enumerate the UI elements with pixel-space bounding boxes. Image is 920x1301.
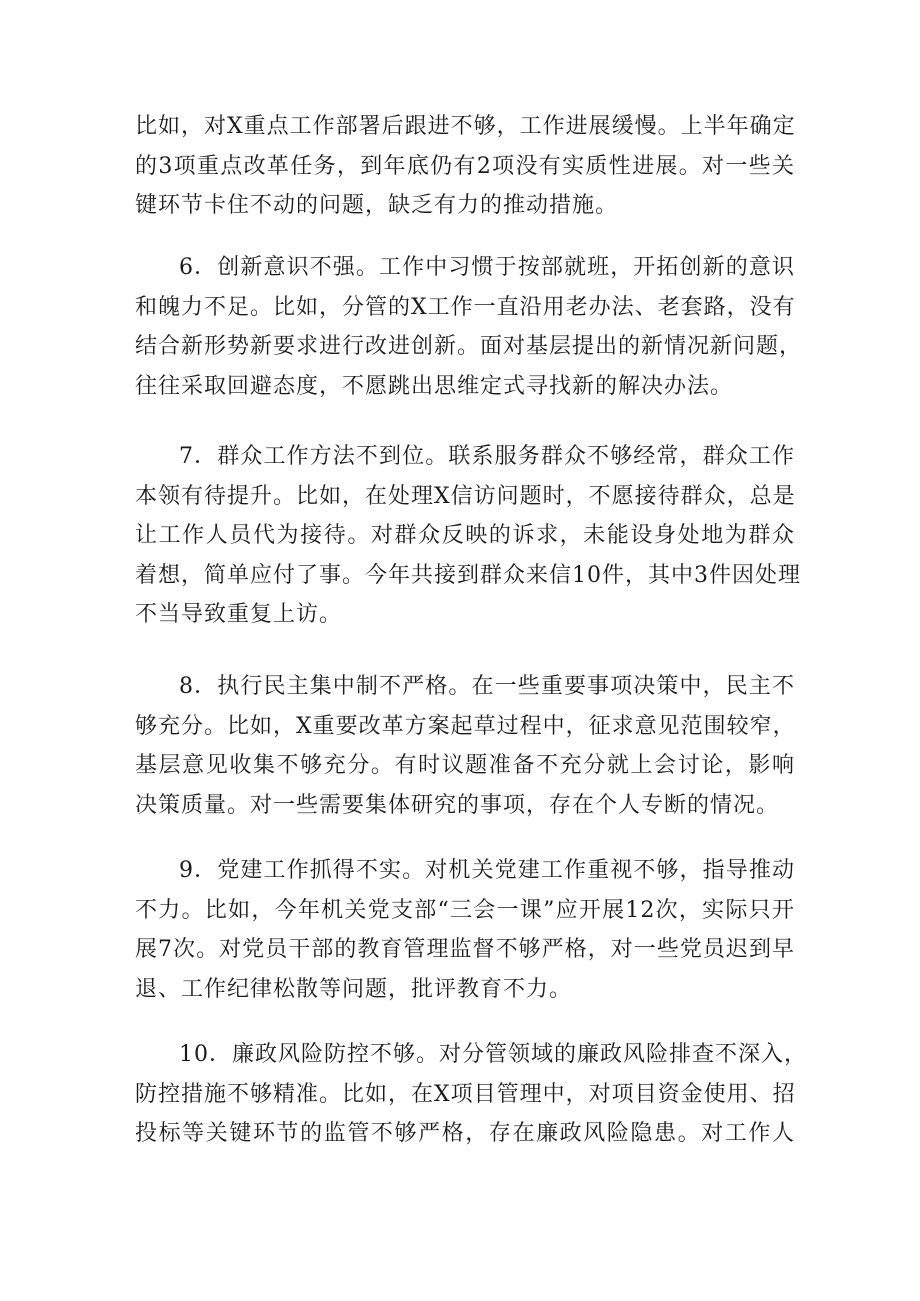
paragraph-line: 8．执行民主集中制不严格。在一些重要事项决策中，民主不 bbox=[179, 674, 795, 699]
paragraph-line: 键环节卡住不动的问题，缺乏有力的推动措施。 bbox=[135, 193, 619, 218]
paragraph-line: 往往采取回避态度，不愿跳出思维定式寻找新的解决办法。 bbox=[135, 373, 734, 399]
paragraph-item-7 bbox=[135, 437, 801, 635]
paragraph-line: 的3项重点改革任务，到年底仍有2项没有实质性进展。对一些关 bbox=[135, 153, 795, 179]
paragraph-line: 不力。比如，今年机关党支部“三会一课”应开展12次，实际只开 bbox=[135, 897, 795, 923]
paragraph-line: 让工作人员代为接待。对群众反映的诉求，未能设身处地为群众 bbox=[135, 523, 795, 548]
paragraph-item-8 bbox=[135, 667, 795, 825]
paragraph-line: 够充分。比如，X重要改革方案起草过程中，征求意见范围较窄， bbox=[135, 713, 796, 739]
paragraph-line: 6．创新意识不强。工作中习惯于按部就班，开拓创新的意识 bbox=[179, 255, 795, 280]
paragraph-line: 退、工作纪律松散等问题，批评教育不力。 bbox=[135, 976, 573, 1002]
paragraph-line: 着想，简单应付了事。今年共接到群众来信10件，其中3件因处理 bbox=[135, 562, 801, 588]
paragraph-line: 防控措施不够精准。比如，在X项目管理中，对项目资金使用、招 bbox=[135, 1081, 796, 1107]
paragraph-line: 不当导致重复上访。 bbox=[135, 602, 343, 627]
paragraph-item-9 bbox=[135, 851, 795, 1009]
paragraph-line: 9．党建工作抓得不实。对机关党建工作重视不够，指导推动 bbox=[179, 858, 795, 883]
paragraph-line: 比如，对X重点工作部署后跟进不够，工作进展缓慢。上半年确定 bbox=[135, 114, 796, 139]
paragraph-line: 决策质量。对一些需要集体研究的事项，存在个人专断的情况。 bbox=[135, 792, 780, 818]
paragraph-line: 本领有待提升。比如，在处理X信访问题时，不愿接待群众，总是 bbox=[135, 483, 796, 509]
paragraph-continuation bbox=[135, 107, 795, 226]
paragraph-line: 结合新形势新要求进行改进创新。面对基层提出的新情况新问题， bbox=[135, 334, 803, 359]
paragraph-line: 10．廉政风险防控不够。对分管领域的廉政风险排查不深入， bbox=[179, 1042, 807, 1067]
paragraph-line: 和魄力不足。比如，分管的X工作一直沿用老办法、老套路，没有 bbox=[135, 294, 796, 320]
paragraph-line: 展7次。对党员干部的教育管理监督不够严格，对一些党员迟到早 bbox=[135, 937, 795, 962]
paragraph-line: 7．群众工作方法不到位。联系服务群众不够经常，群众工作 bbox=[179, 444, 795, 469]
paragraph-line: 投标等关键环节的监管不够严格，存在廉政风险隐患。对工作人 bbox=[135, 1121, 795, 1146]
paragraph-item-6 bbox=[135, 248, 803, 406]
paragraph-item-10 bbox=[135, 1035, 807, 1154]
paragraph-line: 基层意见收集不够充分。有时议题准备不充分就上会讨论，影响 bbox=[135, 753, 795, 778]
